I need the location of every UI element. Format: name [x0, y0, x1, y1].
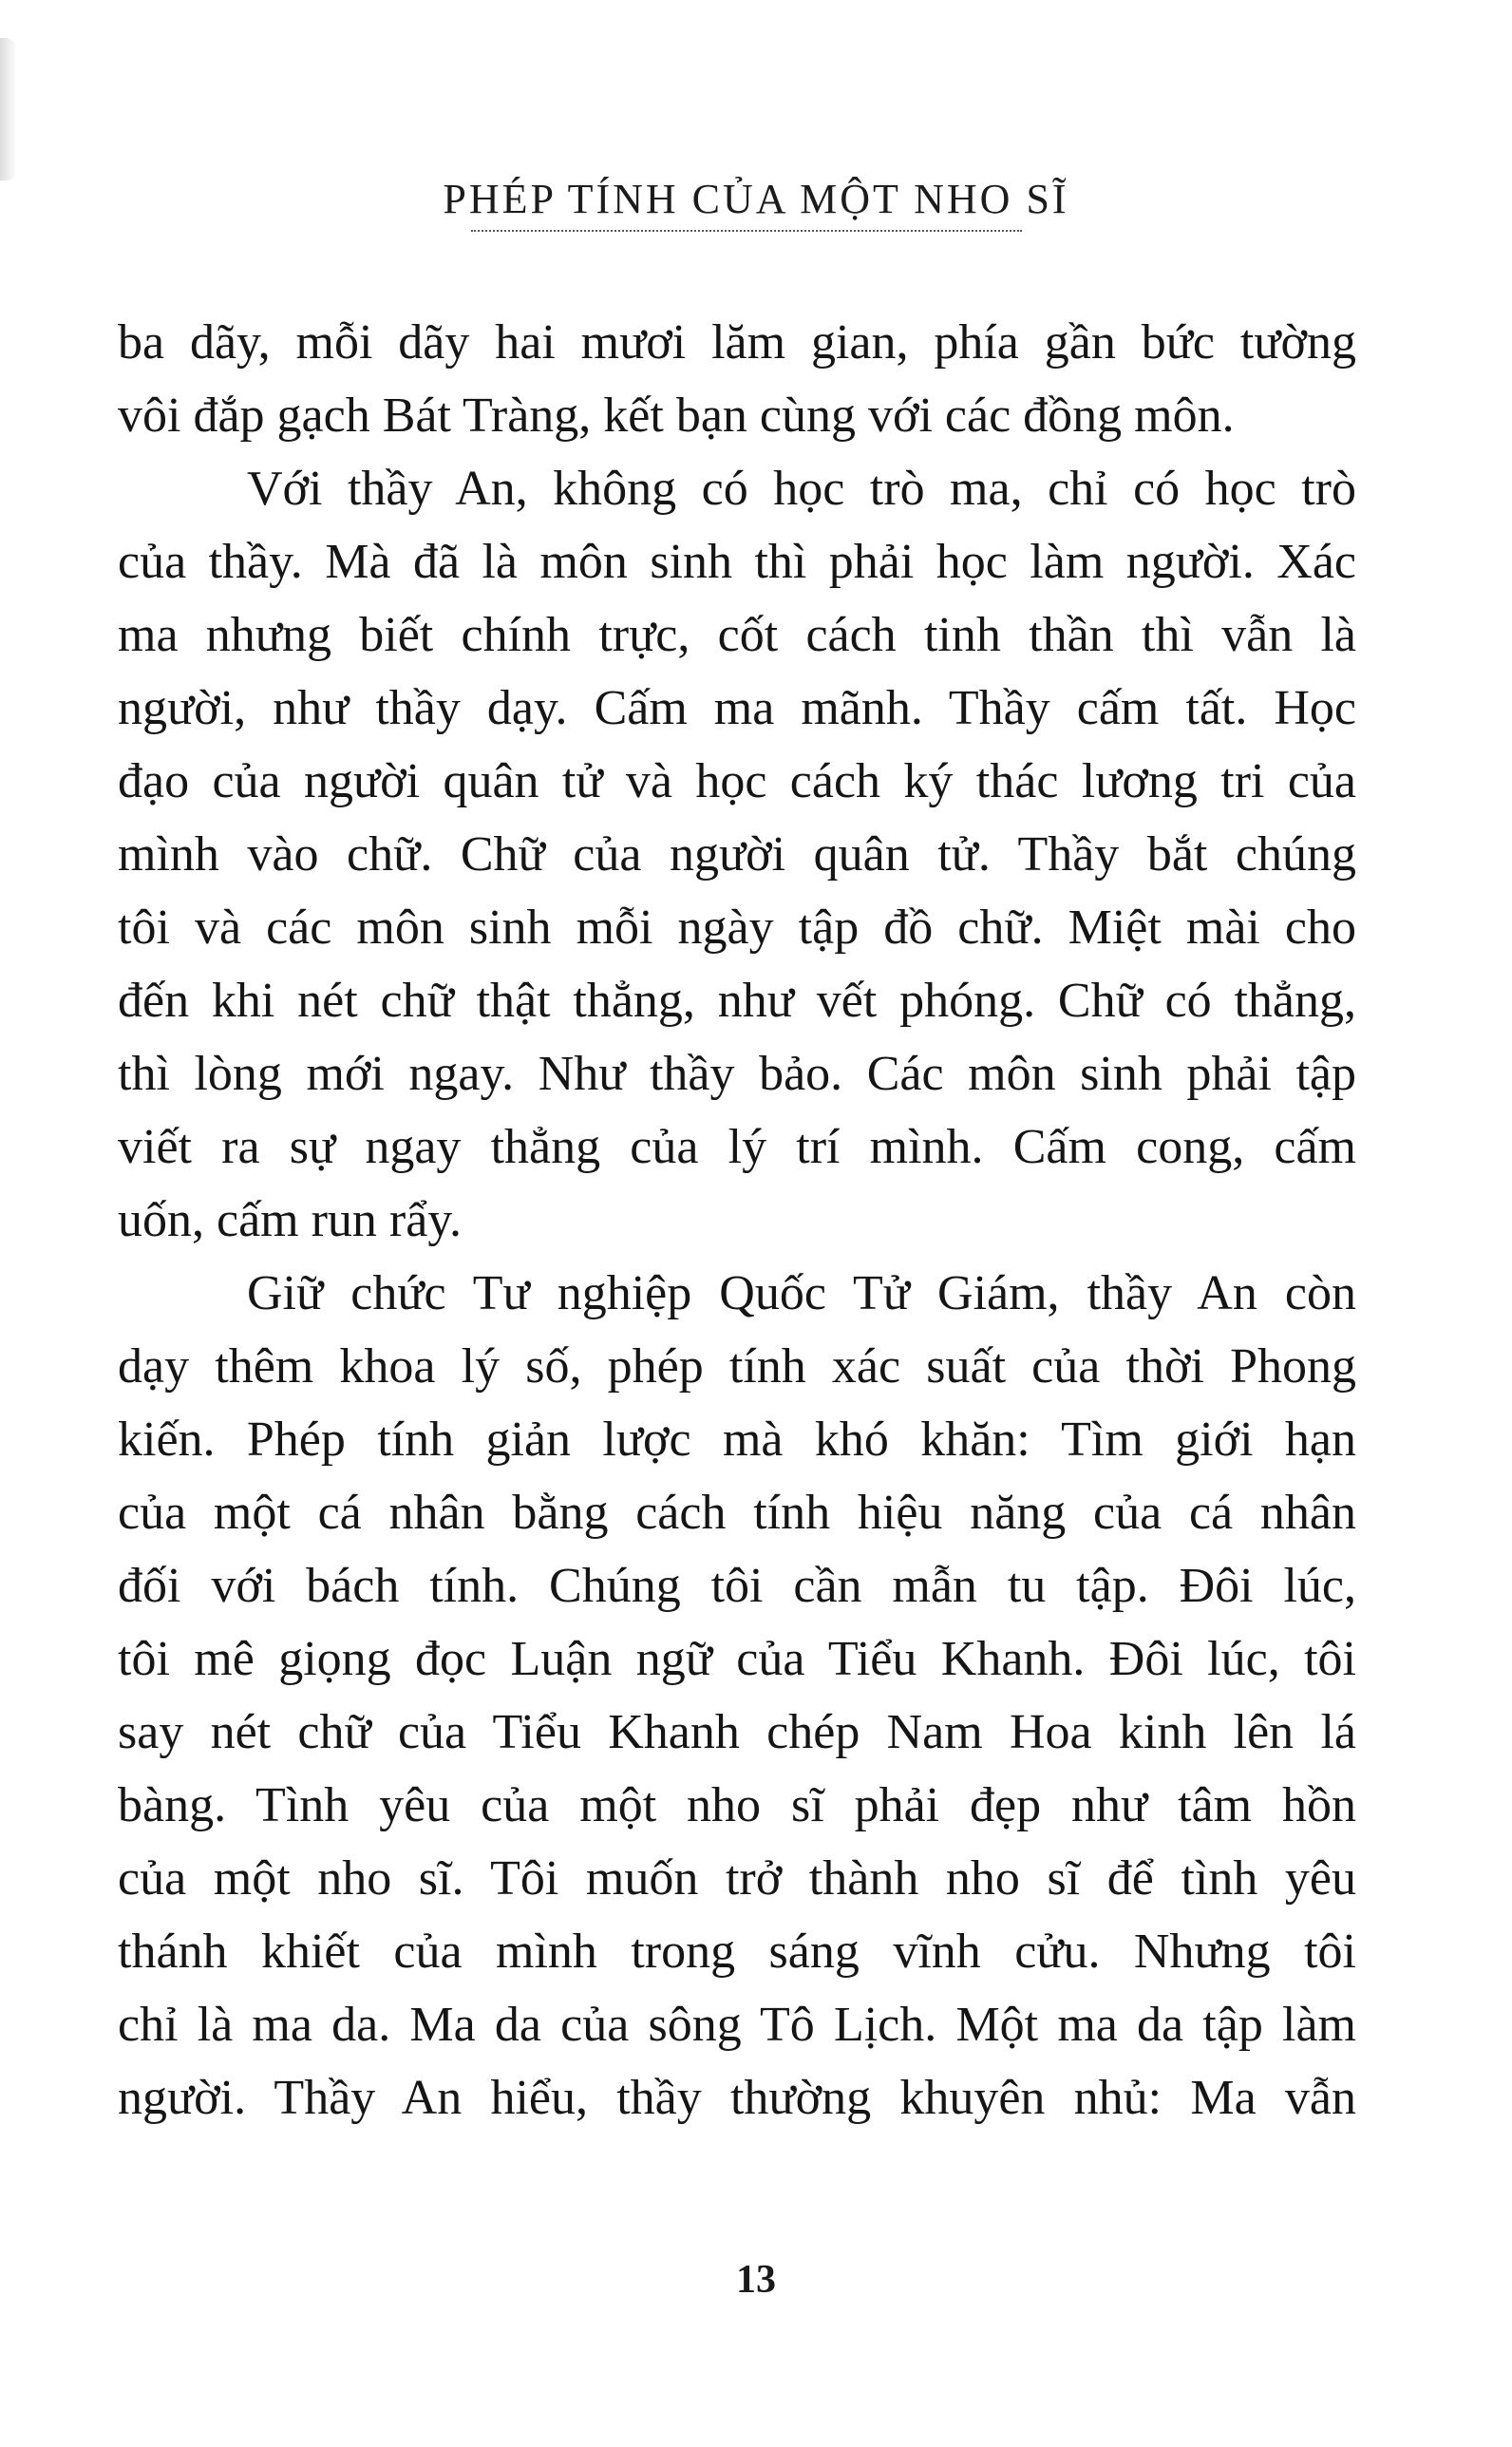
text-line: thánh khiết của mình trong sáng vĩnh cửu. Nhưng tôi	[118, 1925, 1356, 1979]
text-line: của một cá nhân bằng cách tính hiệu năng của cá nhân	[118, 1486, 1356, 1540]
text-line: chỉ là ma da. Ma da của sông Tô Lịch. Một ma da tập làm	[118, 1998, 1356, 2052]
page-number: 13	[736, 2258, 776, 2302]
text-line: ba dãy, mỗi dãy hai mươi lăm gian, phía gần bức tường	[118, 315, 1356, 370]
text-line: vôi đắp gạch Bát Tràng, kết bạn cùng với các đồng môn.	[118, 389, 1235, 443]
text-line: tôi mê giọng đọc Luận ngữ của Tiểu Khanh. Đôi lúc, tôi	[118, 1632, 1356, 1686]
text-line: đạo của người quân tử và học cách ký thác lương tri của	[118, 754, 1356, 808]
text-line: kiến. Phép tính giản lược mà khó khăn: Tìm giới hạn	[118, 1413, 1356, 1467]
body-text	[118, 306, 1356, 2134]
text-line: của thầy. Mà đã là môn sinh thì phải học làm người. Xác	[118, 535, 1356, 589]
text-line: thì lòng mới ngay. Như thầy bảo. Các môn sinh phải tập	[118, 1047, 1356, 1101]
text-line: ma nhưng biết chính trực, cốt cách tinh thần thì vẫn là	[118, 608, 1356, 662]
text-line: mình vào chữ. Chữ của người quân tử. Thầy bắt chúng	[118, 827, 1356, 882]
text-line: của một nho sĩ. Tôi muốn trở thành nho sĩ để tình yêu	[118, 1851, 1356, 1906]
text-line: người. Thầy An hiểu, thầy thường khuyên nhủ: Ma vẫn	[118, 2071, 1356, 2125]
text-line: bàng. Tình yêu của một nho sĩ phải đẹp như tâm hồn	[118, 1778, 1356, 1832]
text-line-paragraph-start: Giữ chức Tư nghiệp Quốc Tử Giám, thầy An còn	[247, 1266, 1356, 1320]
text-line: viết ra sự ngay thẳng của lý trí mình. Cấm cong, cấm	[118, 1120, 1356, 1174]
text-line: đối với bách tính. Chúng tôi cần mẫn tu tập. Đôi lúc,	[118, 1559, 1356, 1613]
text-line: tôi và các môn sinh mỗi ngày tập đồ chữ. Miệt mài cho	[118, 901, 1356, 955]
text-line: người, như thầy dạy. Cấm ma mãnh. Thầy cấm tất. Học	[118, 681, 1356, 735]
text-line: đến khi nét chữ thật thẳng, như vết phóng. Chữ có thẳng,	[118, 974, 1356, 1028]
text-line: say nét chữ của Tiểu Khanh chép Nam Hoa kinh lên lá	[118, 1705, 1356, 1759]
text-line-paragraph-start: Với thầy An, không có học trò ma, chỉ có học trò	[247, 462, 1356, 516]
page-edge-shadow	[0, 38, 17, 180]
header-dotted-rule	[471, 230, 1022, 232]
text-line: uốn, cấm run rẩy.	[118, 1193, 462, 1247]
running-header: PHÉP TÍNH CỦA MỘT NHO SĨ	[443, 176, 1069, 222]
text-line: dạy thêm khoa lý số, phép tính xác suất của thời Phong	[118, 1339, 1356, 1394]
